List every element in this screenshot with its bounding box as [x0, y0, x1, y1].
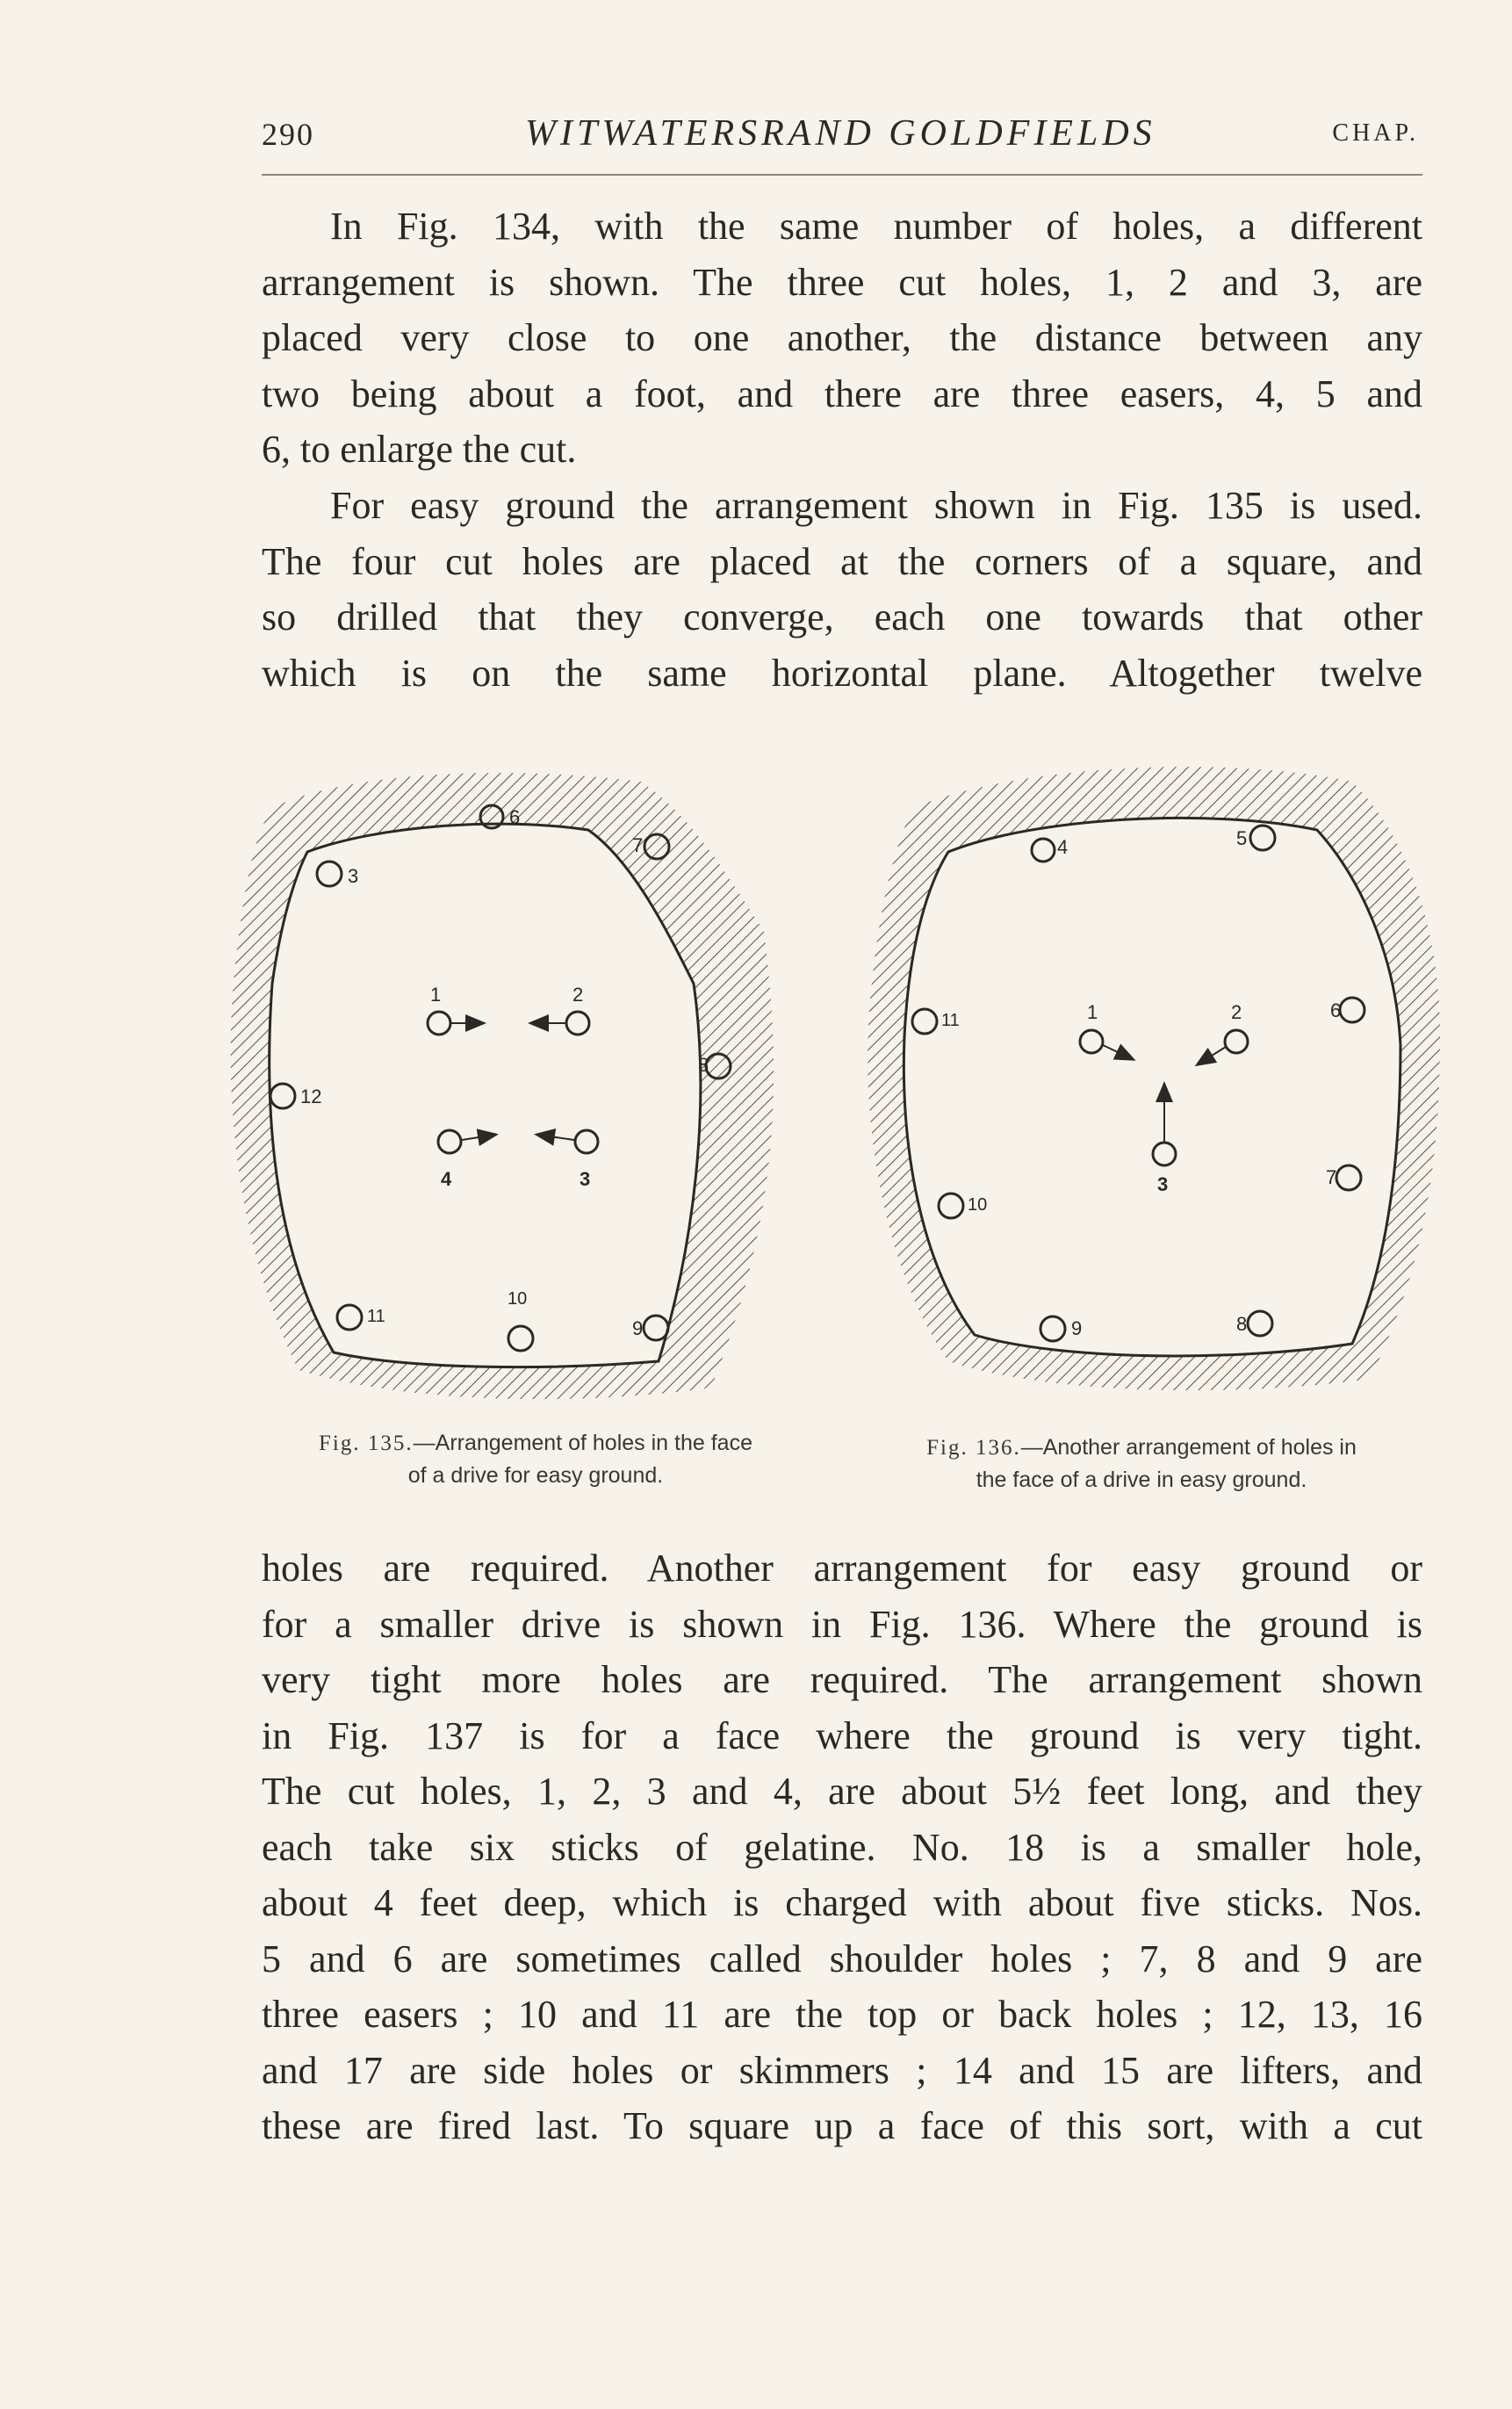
svg-text:5: 5	[1236, 827, 1248, 849]
svg-text:3: 3	[580, 1168, 591, 1190]
paragraph-2	[262, 478, 1422, 701]
running-title: WITWATERSRAND GOLDFIELDS	[525, 113, 1156, 154]
svg-text:11: 11	[941, 1011, 960, 1030]
svg-text:10: 10	[508, 1289, 528, 1309]
text-line: 6, to enlarge the cut.	[262, 428, 577, 471]
caption-fig-135	[255, 1427, 817, 1491]
caption-figure-number: Fig. 135.	[319, 1432, 414, 1455]
text-line: arrangement is shown. The three cut holes, 1, 2 and 3, are	[262, 260, 1422, 304]
drive-outline	[904, 818, 1400, 1356]
svg-text:2: 2	[1231, 1001, 1242, 1023]
svg-text:3: 3	[348, 865, 359, 887]
text-line: three easers ; 10 and 11 are the top or back holes ; 12, 13, 16	[262, 1993, 1422, 2036]
text-line: which is on the same horizontal plane. Altogether twelve	[262, 651, 1422, 695]
text-line: two being about a foot, and there are three easers, 4, 5 and	[262, 371, 1422, 415]
figure-136	[860, 747, 1458, 1414]
svg-text:1: 1	[1087, 1001, 1098, 1023]
text-line: these are fired last. To square up a face of this sort, with a cut	[262, 2104, 1422, 2147]
text-line: 5 and 6 are sometimes called shoulder holes ; 7, 8 and 9 are	[262, 1937, 1422, 1980]
svg-text:3: 3	[1157, 1173, 1169, 1195]
svg-text:9: 9	[632, 1317, 644, 1339]
svg-text:11: 11	[367, 1307, 385, 1326]
text-line: each take six sticks of gelatine. No. 18 is a smaller hole,	[262, 1825, 1422, 1869]
svg-text:7: 7	[632, 834, 644, 856]
text-line: for a smaller drive is shown in Fig. 136. Where the ground is	[262, 1602, 1422, 1646]
text-line: and 17 are side holes or skimmers ; 14 and 15 are lifters, and	[262, 2048, 1422, 2092]
svg-text:7: 7	[1326, 1166, 1337, 1188]
text-line: placed very close to one another, the distance between any	[262, 316, 1422, 359]
caption-text: —Another arrangement of holes in	[1020, 1435, 1357, 1460]
svg-text:8: 8	[1236, 1313, 1248, 1335]
page-header	[262, 112, 1422, 156]
caption-fig-136	[860, 1432, 1422, 1496]
svg-text:4: 4	[1057, 836, 1069, 858]
text-line: in Fig. 137 is for a face where the ground is very tight.	[262, 1713, 1422, 1757]
chapter-label: CHAP.	[1332, 119, 1419, 147]
paragraph-3	[262, 1540, 1422, 2154]
svg-text:6: 6	[509, 806, 521, 828]
caption-text: of a drive for easy ground.	[407, 1463, 664, 1488]
svg-text:8: 8	[698, 1054, 709, 1076]
svg-text:9: 9	[1071, 1317, 1083, 1339]
paragraph-1	[262, 198, 1422, 478]
caption-figure-number: Fig. 136.	[926, 1436, 1021, 1460]
caption-text: the face of a drive in easy ground.	[976, 1468, 1307, 1492]
text-line: The cut holes, 1, 2, 3 and 4, are about 5½ feet long, and they	[262, 1770, 1422, 1813]
svg-text:10: 10	[968, 1195, 988, 1215]
text-line: so drilled that they converge, each one towards that other	[262, 595, 1422, 638]
text-line: In Fig. 134, with the same number of holes, a different	[330, 205, 1422, 248]
header-rule	[262, 174, 1422, 176]
caption-text: —Arrangement of holes in the face	[413, 1431, 752, 1455]
text-line: holes are required. Another arrangement for easy ground or	[262, 1547, 1422, 1590]
text-line: very tight more holes are required. The arrangement shown	[262, 1658, 1422, 1701]
text-line: about 4 feet deep, which is charged with about five sticks. Nos.	[262, 1881, 1422, 1924]
svg-text:4: 4	[441, 1168, 452, 1190]
svg-text:12: 12	[300, 1085, 322, 1107]
svg-text:6: 6	[1330, 999, 1342, 1021]
page-number: 290	[262, 117, 314, 152]
text-line: The four cut holes are placed at the corners of a square, and	[262, 539, 1422, 583]
drive-outline	[270, 824, 701, 1367]
svg-text:2: 2	[572, 984, 584, 1006]
svg-text:1: 1	[430, 984, 442, 1006]
text-line: For easy ground the arrangement shown in Fig. 135 is used.	[330, 484, 1422, 527]
figure-135	[220, 755, 799, 1423]
